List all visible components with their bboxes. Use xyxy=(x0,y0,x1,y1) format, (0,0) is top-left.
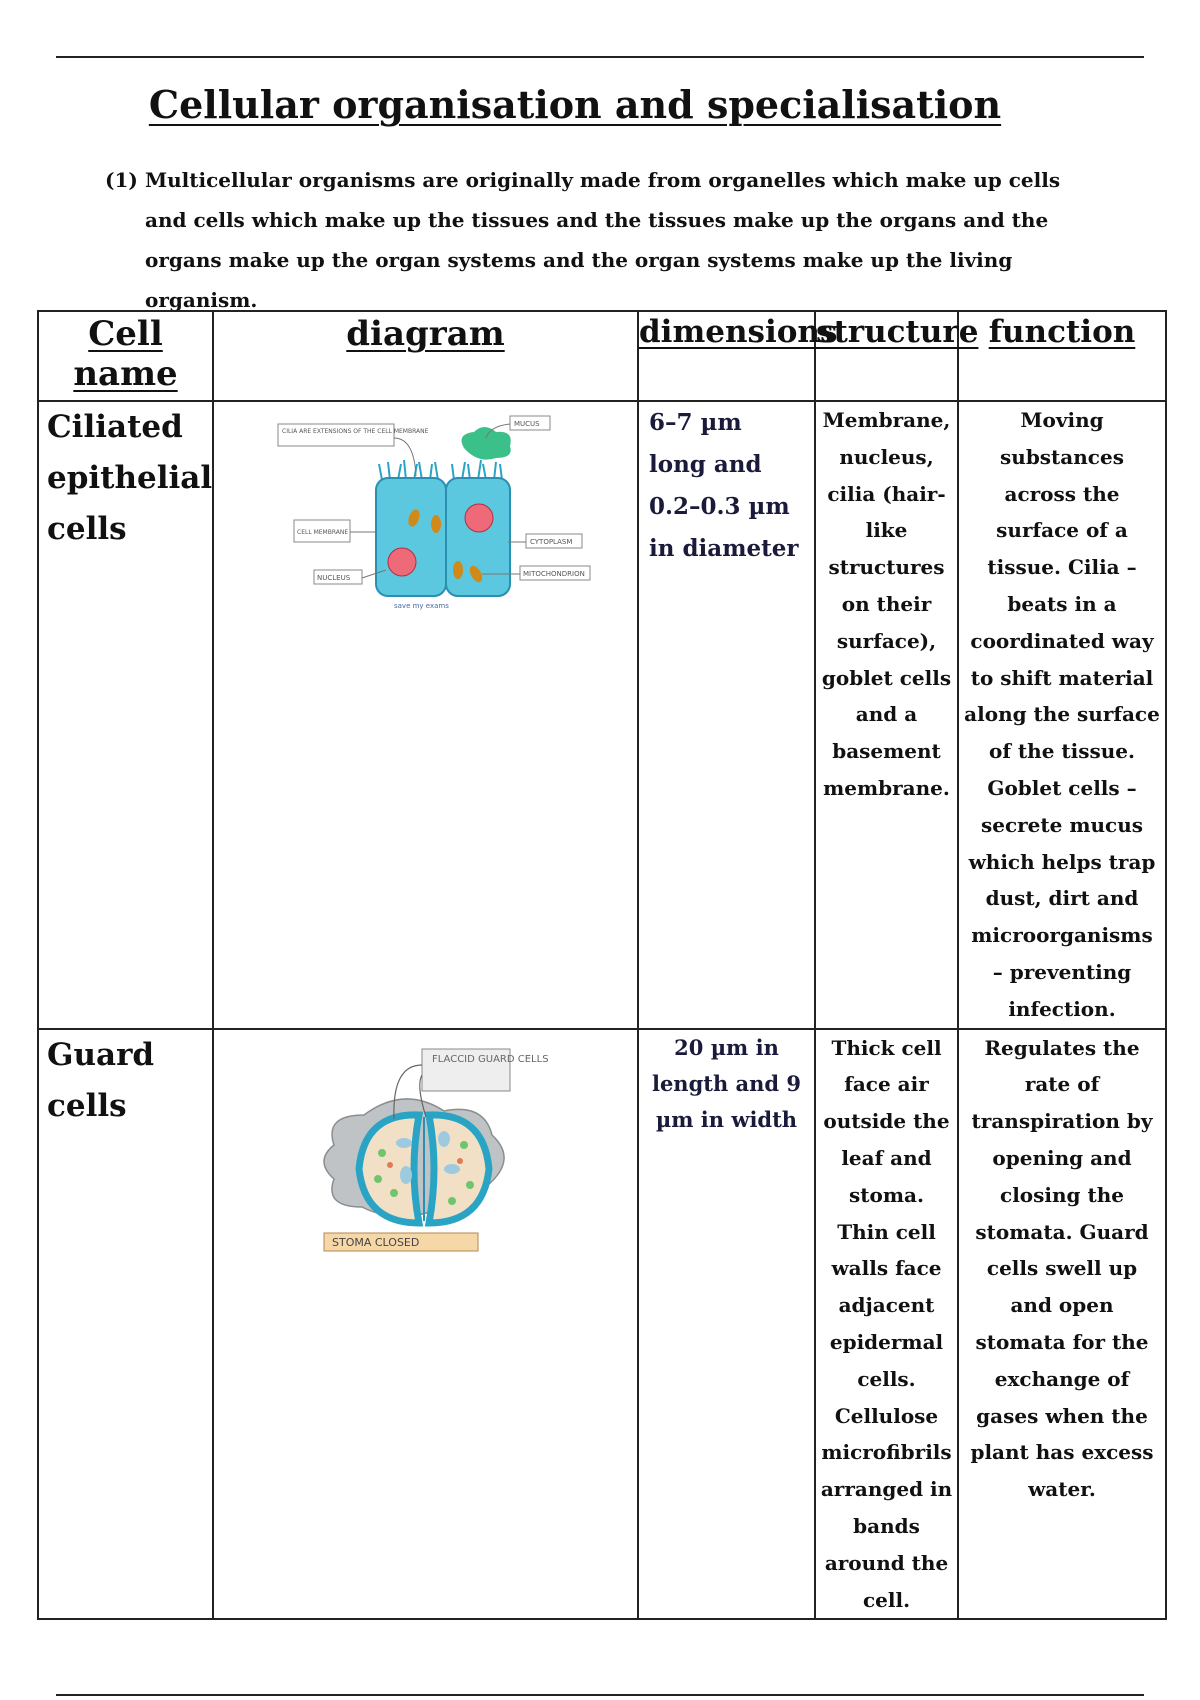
guard-cell-diagram-cell xyxy=(213,1029,638,1620)
mito-2 xyxy=(431,515,441,533)
intro-text: Multicellular organisms are originally made from organelles which make up cells and cells which make up the tissues and the tissues make up the organs and the organs make up the organ systems and the organ systems make up the living organism. xyxy=(145,168,1061,312)
ciliated-diagram-cell xyxy=(213,401,638,1029)
row-dimensions: 6–7 µm long and 0.2–0.3 µm in diameter xyxy=(638,401,815,1029)
label-stoma-closed: STOMA CLOSED xyxy=(332,1235,420,1249)
table-header-row xyxy=(38,311,1166,401)
page-title: Cellular organisation and specialisation xyxy=(148,82,1002,127)
mito-3 xyxy=(453,561,463,579)
cell-table xyxy=(37,310,1167,1620)
header-cell-name: Cell name xyxy=(38,311,213,401)
bottom-rule xyxy=(56,1694,1144,1696)
row-cell-name: Ciliated epithelial cells xyxy=(38,401,213,1029)
header-structure: structure xyxy=(815,311,958,401)
guard-cell-diagram xyxy=(274,1045,574,1265)
table-row xyxy=(38,401,1166,1029)
label-mucus: MUCUS xyxy=(514,420,540,428)
intro-paragraph xyxy=(105,160,1065,320)
label-cilia: CILIA ARE EXTENSIONS OF THE CELL MEMBRANE xyxy=(282,428,429,435)
header-dimensions: dimensions xyxy=(638,311,815,401)
cell-left xyxy=(376,478,446,596)
row-function: Regulates the rate of transpiration by opening and closing the stomata. Guard cells swell up and open stomata for the exchange of gases when the plant has excess water. xyxy=(958,1029,1166,1620)
intro-number: (1) xyxy=(105,168,138,192)
table-row xyxy=(38,1029,1166,1620)
ciliated-epithelial-diagram xyxy=(264,412,594,632)
row-dimensions: 20 µm in length and 9 µm in width xyxy=(638,1029,815,1620)
mucus-blob xyxy=(462,427,511,460)
row-cell-name: Guard cells xyxy=(38,1029,213,1620)
top-rule xyxy=(56,56,1144,58)
header-diagram: diagram xyxy=(213,311,638,401)
row-structure: Thick cell face air outside the leaf and stoma. Thin cell walls face adjacent epidermal cells. Cellulose microfibrils arranged in bands around the cell. xyxy=(815,1029,958,1620)
nucleus-left xyxy=(388,548,416,576)
label-flaccid: FLACCID GUARD CELLS xyxy=(432,1053,549,1065)
label-membrane: CELL MEMBRANE xyxy=(297,529,349,536)
label-mitochondrion: MITOCHONDRION xyxy=(523,570,585,578)
row-function: Moving substances across the surface of a tissue. Cilia – beats in a coordinated way to shift material along the surface of the tissue. Goblet cells – secrete mucus which helps trap dust, dirt and microorganisms – preventing infection. xyxy=(958,401,1166,1029)
nucleus-right xyxy=(465,504,493,532)
label-nucleus: NUCLEUS xyxy=(317,574,351,582)
diagram-credit: save my exams xyxy=(394,602,449,610)
row-structure: Membrane, nucleus, cilia (hair-like structures on their surface), goblet cells and a basement membrane. xyxy=(815,401,958,1029)
header-function: function xyxy=(958,311,1166,401)
label-cytoplasm: CYTOPLASM xyxy=(530,538,573,546)
